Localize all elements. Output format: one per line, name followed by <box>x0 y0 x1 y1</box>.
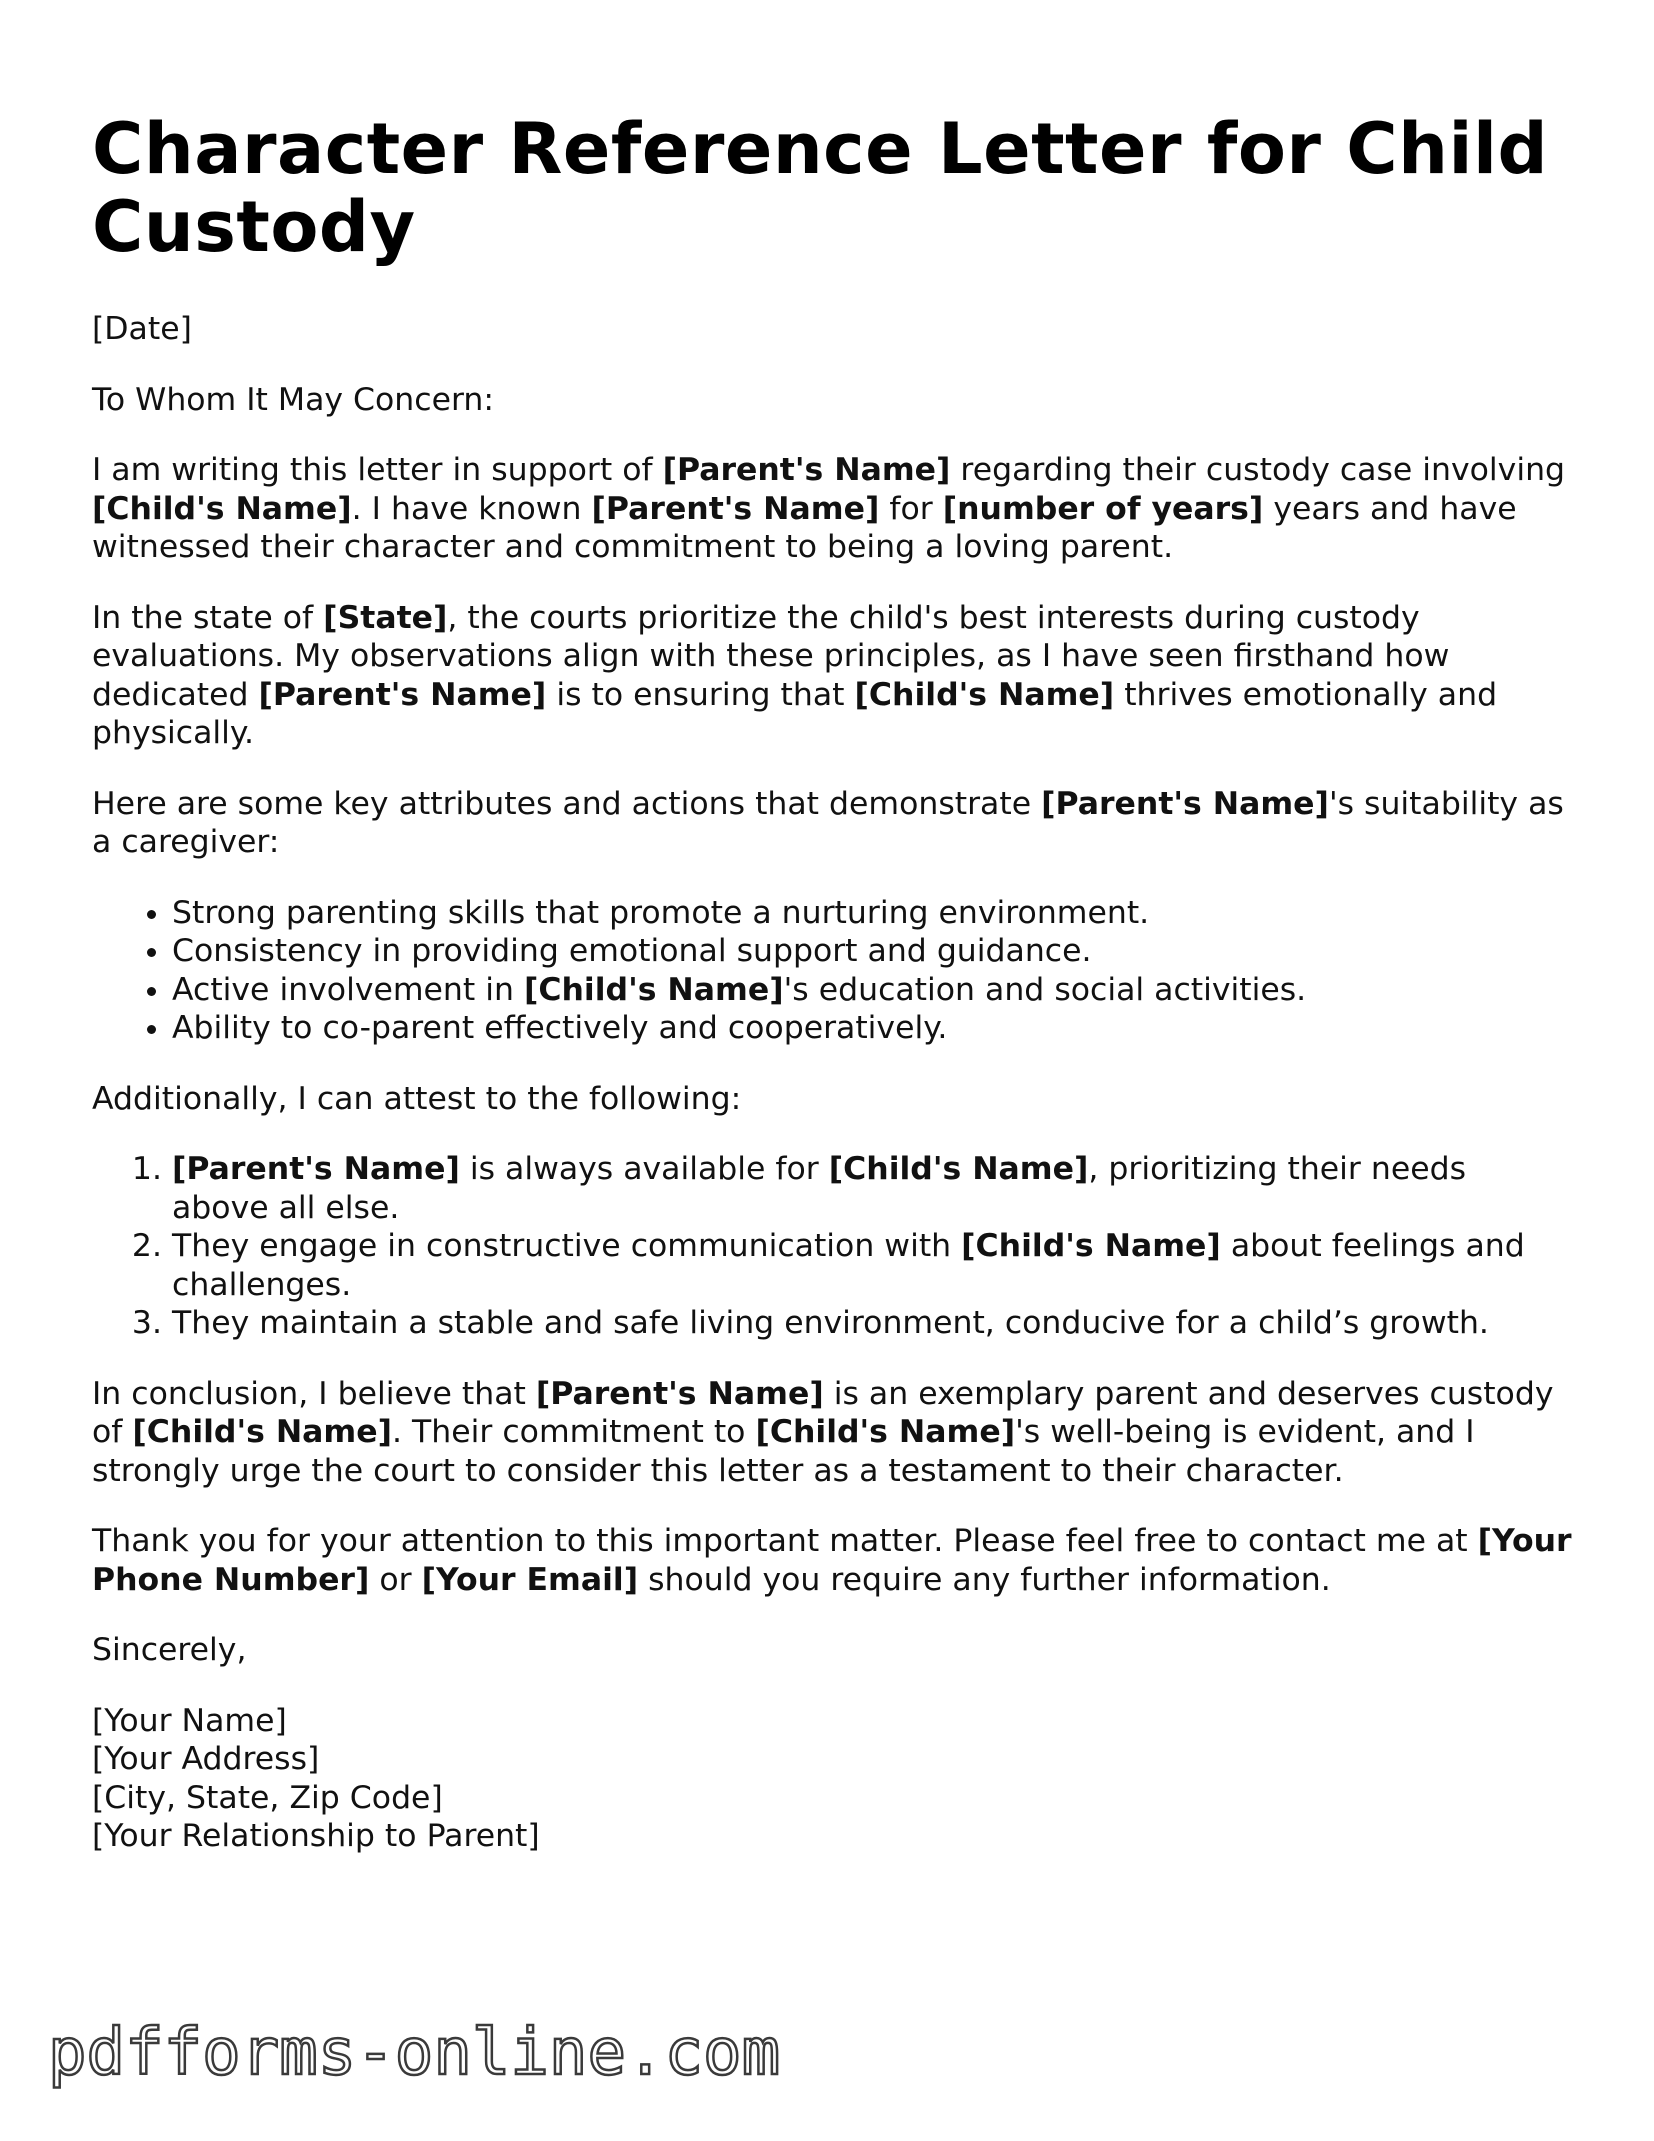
watermark: pdfforms-online.com <box>48 2016 781 2090</box>
list-item: 1. [Parent's Name] is always available for [Child's Name], prioritizing their needs above all else. <box>172 1150 1572 1227</box>
list-item: • Consistency in providing emotional support and guidance. <box>172 932 1572 971</box>
salutation: To Whom It May Concern: <box>92 381 494 418</box>
placeholder-child-name: [Child's Name] <box>961 1228 1221 1264</box>
list-item: • Active involvement in [Child's Name]'s education and social activities. <box>172 971 1572 1010</box>
attest-intro: Additionally, I can attest to the following: <box>92 1080 742 1117</box>
placeholder-child-name: [Child's Name] <box>755 1414 1016 1450</box>
placeholder-phone-number: [Your Phone Number] <box>92 1523 1572 1598</box>
list-item: 3. They maintain a stable and safe living environment, conducive for a child’s growth. <box>172 1304 1572 1343</box>
paragraph-contact: Thank you for your attention to this important matter. Please feel free to contact me at [Your Phone Number] or [Your Email] should you require any further information. <box>92 1523 1572 1598</box>
letter-document <box>92 110 1572 1856</box>
placeholder-parent-name: [Parent's Name] <box>172 1151 460 1187</box>
signature-block <box>92 1702 1572 1856</box>
placeholder-child-name: [Child's Name] <box>132 1414 393 1450</box>
signature-city: [City, State, Zip Code] <box>92 1779 443 1816</box>
list-item: 2. They engage in constructive communication with [Child's Name] about feelings and challenges. <box>172 1227 1572 1304</box>
placeholder-parent-name: [Parent's Name] <box>258 676 547 713</box>
signature-name: [Your Name] <box>92 1702 287 1739</box>
paragraph-conclusion: In conclusion, I believe that [Parent's Name] is an exemplary parent and deserves custody of [Child's Name]. Their commitment to [Child's Name]'s well-being is evident, and I strongly urge the court to consider this letter as a testament to their character. <box>92 1375 1554 1489</box>
closing: Sincerely, <box>92 1632 247 1668</box>
placeholder-child-name: [Child's Name] <box>523 971 784 1008</box>
paragraph-state: In the state of [State], the courts prioritize the child's best interests during custody evaluations. My observations align with these principles, as I have seen firsthand how dedicated [Parent's Name] is to ensuring that [Child's Name] thrives emotionally and physically. <box>92 599 1498 751</box>
page-title: Character Reference Letter for Child Custody <box>92 108 1549 268</box>
placeholder-parent-name: [Parent's Name] <box>591 490 880 527</box>
attest-list <box>92 1150 1572 1343</box>
placeholder-state: [State] <box>323 599 448 636</box>
paragraph-attributes-intro: Here are some key attributes and actions that demonstrate [Parent's Name]'s suitability as a caregiver: <box>92 785 1564 860</box>
placeholder-email: [Your Email] <box>421 1561 639 1598</box>
placeholder-child-name: [Child's Name] <box>92 490 352 527</box>
placeholder-child-name: [Child's Name] <box>854 676 1115 713</box>
placeholder-child-name: [Child's Name] <box>828 1151 1089 1187</box>
placeholder-parent-name: [Parent's Name] <box>1041 785 1329 822</box>
signature-relationship: [Your Relationship to Parent] <box>92 1818 540 1854</box>
paragraph-support: I am writing this letter in support of [Parent's Name] regarding their custody case involving [Child's Name]. I have known [Parent's Name] for [number of years] years and have witnessed their character and commitment to being a loving parent. <box>92 452 1566 565</box>
letter-date: [Date] <box>92 311 192 347</box>
placeholder-parent-name: [Parent's Name] <box>535 1375 824 1412</box>
list-item: • Strong parenting skills that promote a nurturing environment. <box>172 894 1572 933</box>
signature-address: [Your Address] <box>92 1741 320 1777</box>
list-item: • Ability to co-parent effectively and cooperatively. <box>172 1009 1572 1048</box>
placeholder-parent-name: [Parent's Name] <box>662 452 951 488</box>
attributes-list <box>92 894 1572 1048</box>
placeholder-number-of-years: [number of years] <box>942 490 1264 527</box>
